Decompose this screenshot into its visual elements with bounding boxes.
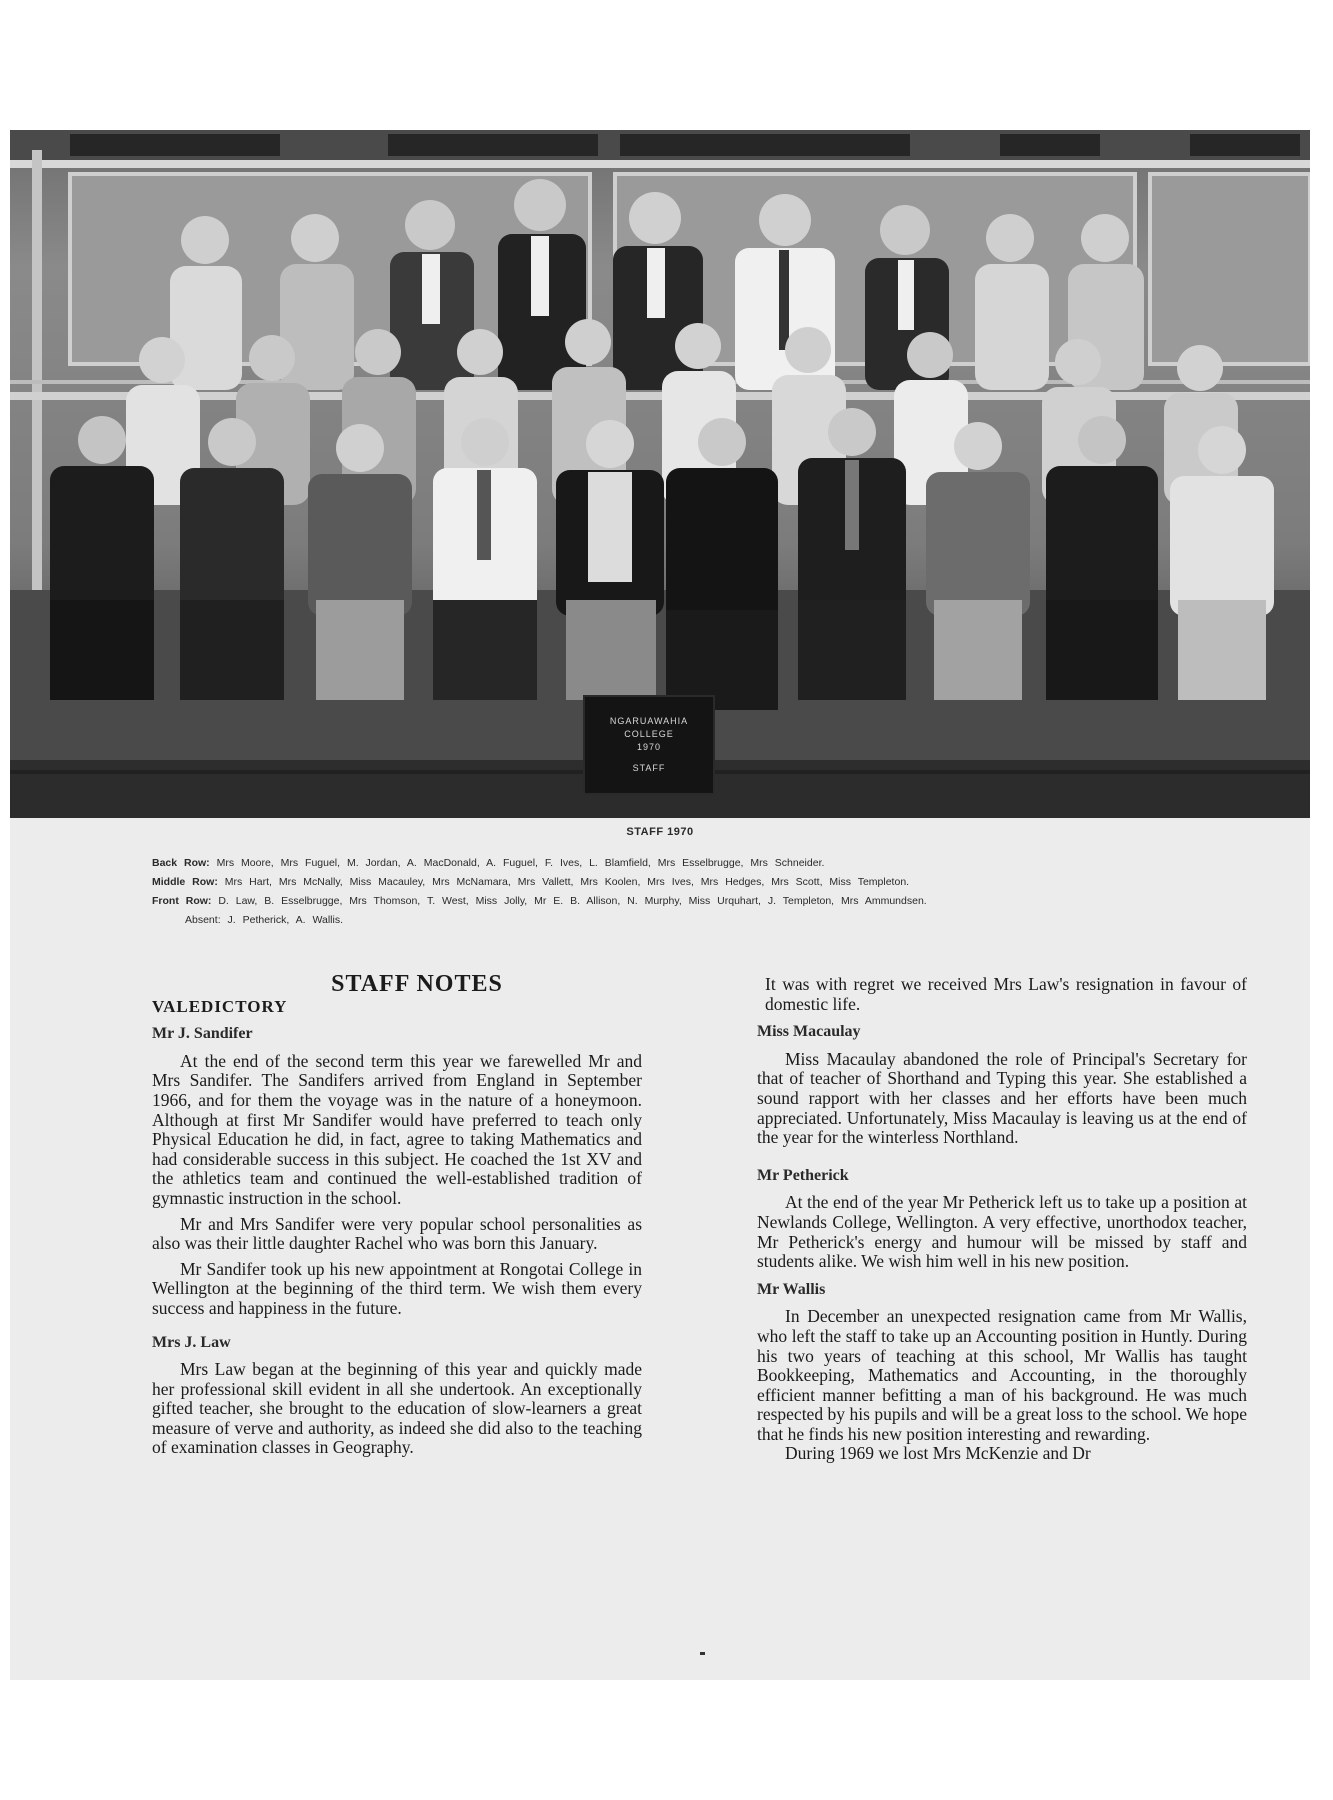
paragraph: Mr and Mrs Sandifer were very popular school personalities as also was their little daughter Rachel who was born this January. [152,1213,642,1254]
back-row-names: Mrs Moore, Mrs Fuguel, M. Jordan, A. MacDonald, A. Fuguel, F. Ives, L. Blamfield, Mrs Esselbrugge, Mrs Schneider. [216,857,825,869]
front-row-label: Front Row: [152,895,212,907]
caption-front-row [152,892,1310,911]
subheading-law: Mrs J. Law [152,1333,231,1351]
paragraph: At the end of the second term this year we farewelled Mr and Mrs Sandifer. The Sandifers arrived from England in September 1966, and for them the voyage was in the nature of a honeymoon. Although at first Mr Sandifer would have preferred to teach only Physical Education he did, in fact, agree to taking Mathematics and had considerable success in this subject. He coached the 1st XV and the athletics team and continued the well-established tradition of gymnastic instruction in the school. [152,1050,642,1208]
paragraph: Miss Macaulay abandoned the role of Principal's Secretary for that of teacher of Shorthand and Typing this year. She established a sound rapport with her classes and her efforts have been much appreciated. Unfortunately, Miss Macaulay is leaving us at the end of the year for the winterless Northland. [757,1048,1247,1148]
wall-trim [10,160,1310,168]
paragraph: Mr Sandifer took up his new appointment at Rongotai College in Wellington at the beginning of the third term. We wish them every success and happiness in the future. [152,1258,642,1318]
back-row-label: Back Row: [152,857,210,869]
paragraph: Mrs Law began at the beginning of this year and quickly made her professional skill evident in all she undertook. An exceptionally gifted teacher, she brought to the education of slow-learners a great measure of verve and authority, as indeed she did also to the teaching of examination classes in Geography. [152,1359,642,1458]
caption-absent [185,911,1310,930]
wall-panel [1150,174,1310,364]
paragraph: At the end of the year Mr Petherick left us to take up a position at Newlands College, Wellington. A very effective, unorthodox teacher, Mr Petherick's energy and humour will be missed by staff and students alike. We wish him well in his new position. [757,1192,1247,1272]
article-left-column [152,971,642,1458]
subheading-macaulay: Miss Macaulay [757,1023,861,1041]
window [388,134,598,156]
middle-row-names: Mrs Hart, Mrs McNally, Miss Macauley, Mrs McNamara, Mrs Vallett, Mrs Koolen, Mrs Ives, Mrs Hedges, Mrs Scott, Miss Templeton. [224,876,910,888]
subheading-sandifer: Mr J. Sandifer [152,1025,253,1043]
staff-photograph [10,130,1310,818]
subheading-wallis: Mr Wallis [757,1280,826,1298]
photo-plaque [583,695,715,795]
caption-middle-row [152,873,1310,892]
absent-names: J. Petherick, A. Wallis. [227,914,344,926]
plaque-line: STAFF [632,763,666,773]
caption-back-row [152,854,1310,873]
plaque-line: 1970 [636,742,662,752]
window [620,134,910,156]
paragraph: In December an unexpected resignation came from Mr Wallis, who left the staff to take up an Accounting position in Huntly. During his two years of teaching at this school, Mr Wallis has taught Bookkeeping, Mathematics and Accounting, in the thoroughly efficient manner befitting a man of his background. He was much respected by his pupils and will be a great loss to the school. We hope that he finds his new position interesting and rewarding. [757,1306,1247,1444]
window [70,134,280,156]
plaque-line: NGARUAWAHIA COLLEGE [609,716,689,739]
paragraph: It was with regret we received Mrs Law's resignation in favour of domestic life. [765,974,1247,1014]
photo-caption [10,826,1310,930]
window [1190,134,1300,156]
front-row-names: D. Law, B. Esselbrugge, Mrs Thomson, T. West, Miss Jolly, Mr E. B. Allison, N. Murphy, Miss Urquhart, J. Templeton, Mrs Ammundsen. [218,895,927,907]
caption-title: STAFF 1970 [626,826,694,838]
article-title: STAFF NOTES [331,971,503,997]
subheading-petherick: Mr Petherick [757,1166,849,1184]
absent-label: Absent: [185,914,221,926]
section-heading: VALEDICTORY [152,996,288,1016]
paragraph: During 1969 we lost Mrs McKenzie and Dr [785,1443,1091,1464]
article-right-column [757,975,1247,1464]
window [1000,134,1100,156]
page-number-mark [700,1652,705,1655]
middle-row-label: Middle Row: [152,876,218,888]
